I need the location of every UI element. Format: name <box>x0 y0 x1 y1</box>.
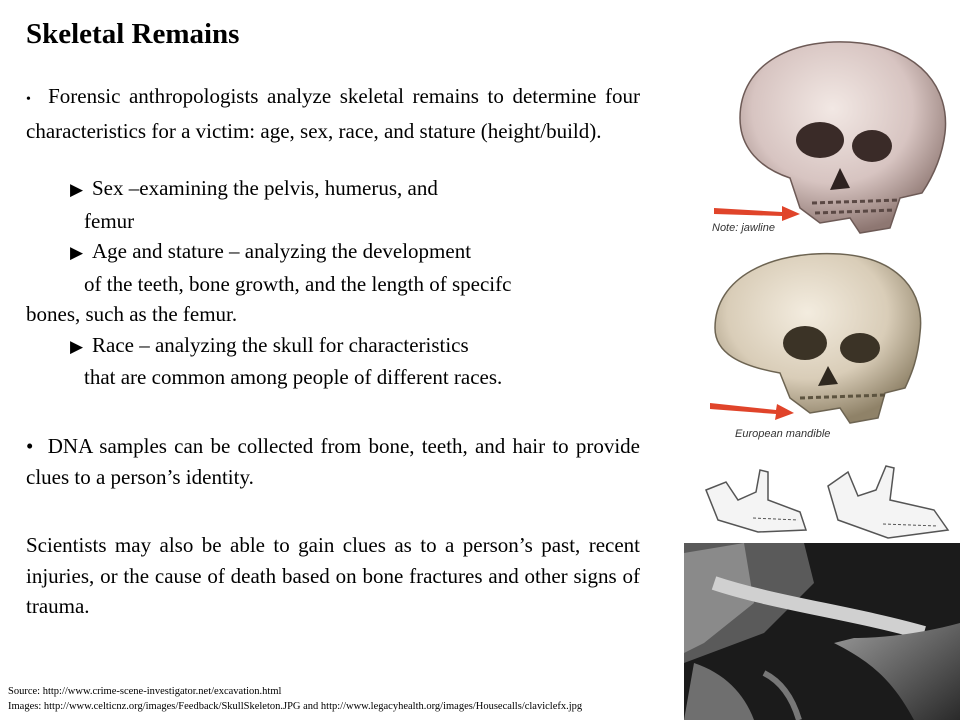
bullet-mark: • <box>26 92 31 107</box>
subpoints <box>26 173 640 393</box>
triangle-right-icon: ▶ <box>70 336 84 356</box>
subpoint-age-cont: of the teeth, bone growth, and the length of specifc <box>84 271 512 296</box>
subpoint-race-cont: that are common among people of different races. <box>84 365 503 389</box>
skull2-caption: European mandible <box>735 428 831 440</box>
subpoint-age-cont2: bones, such as the femur. <box>26 302 238 326</box>
image-credits: Images: http://www.celticnz.org/images/Feedback/SkullSkeleton.JPG and http://www.legacyhealth.org/images/Housecalls/claviclefx.jpg <box>8 701 583 712</box>
source-citation: Source: http://www.crime-scene-investigator.net/excavation.html <box>8 686 282 697</box>
subpoint-sex-cont: femur <box>84 208 135 233</box>
bullet-dna-text: DNA samples can be collected from bone, teeth, and hair to provide clues to a person’s identity. <box>26 434 640 489</box>
slide-title: Skeletal Remains <box>26 18 240 50</box>
skull1-caption: Note: jawline <box>712 222 775 234</box>
clavicle-xray-image <box>684 543 960 720</box>
bullet-dna <box>26 431 640 492</box>
bullet-forensic <box>26 81 640 146</box>
bullet-forensic-text: Forensic anthropologists analyze skeletal remains to determine four characteristics for a victim: age, sex, race, and stature (height/build). <box>26 84 640 143</box>
bullet-mark: • <box>26 434 34 458</box>
subpoint-race: ▶ Race – analyzing the skull for characteristics <box>26 330 640 363</box>
red-arrow-icon <box>708 400 796 427</box>
trauma-paragraph: Scientists may also be able to gain clues as to a person’s past, recent injuries, or the cause of death based on bone fractures and other signs of trauma. <box>26 533 640 618</box>
mandible-drawings <box>698 460 960 551</box>
subpoint-sex: ▶ Sex –examining the pelvis, humerus, and <box>26 173 640 206</box>
subpoint-age: ▶ Age and stature – analyzing the development <box>26 236 640 269</box>
triangle-right-icon: ▶ <box>70 243 84 262</box>
triangle-right-icon: ▶ <box>70 180 84 199</box>
